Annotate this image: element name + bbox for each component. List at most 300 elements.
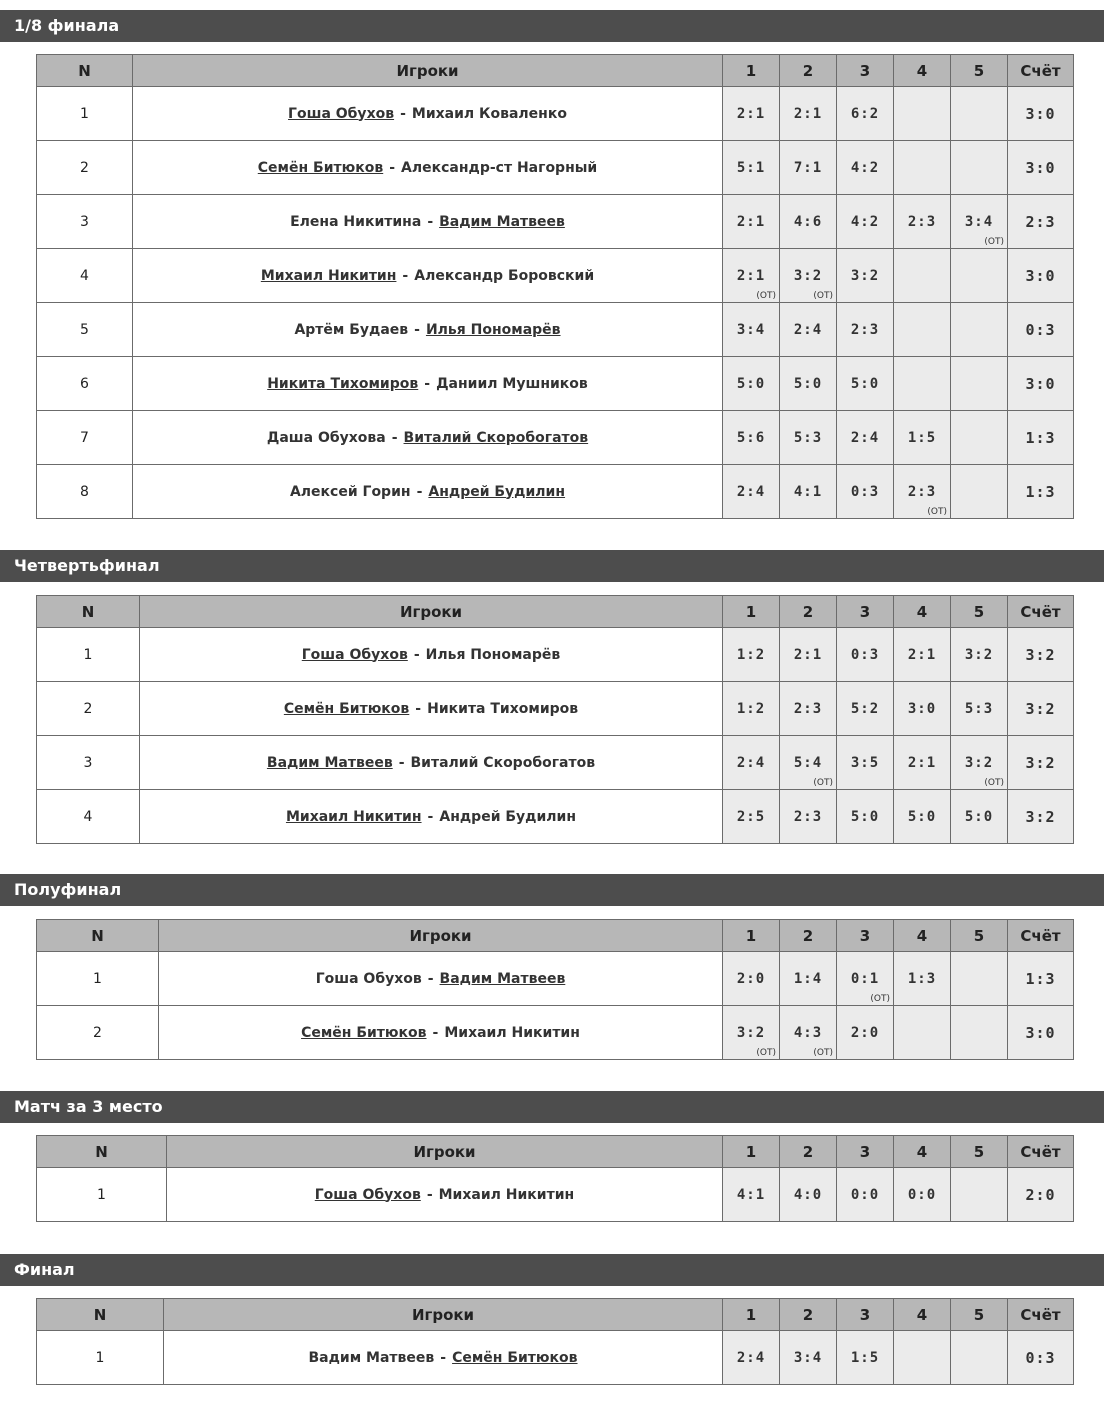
match-players [164,1331,723,1385]
match-players [133,411,723,465]
game-score-value: 4:2 [850,159,880,176]
match-number: 2 [37,141,133,195]
game-score-5 [951,682,1008,736]
match-total-score: 0:3 [1008,1331,1074,1385]
game-score-value: 2:3 [850,321,880,338]
column-header-game-4: 4 [894,920,951,952]
column-header-players: Игроки [140,596,723,628]
column-header-game-5: 5 [951,920,1008,952]
overtime-mark: (ОТ) [927,507,947,517]
game-score-3 [837,736,894,790]
game-score-value: 2:4 [736,754,766,771]
game-score-5 [951,628,1008,682]
section-title: Полуфинал [0,874,1104,906]
overtime-mark: (ОТ) [756,291,776,301]
player-2[interactable]: Вадим Матвеев [439,213,565,230]
players-separator: - [402,267,409,284]
game-score-3 [837,465,894,519]
column-header-game-5: 5 [951,55,1008,87]
match-number: 8 [37,465,133,519]
player-1[interactable]: Гоша Обухов [314,1186,421,1203]
match-row [37,303,1074,357]
match-row [37,249,1074,303]
column-header-game-1: 1 [723,55,780,87]
header-row [37,596,1074,628]
player-2: Александр-ст Нагорный [401,159,598,176]
game-score-value: 2:0 [850,1024,880,1041]
game-score-4 [894,1168,951,1222]
match-players [133,465,723,519]
players-separator: - [414,321,420,338]
game-score-2 [780,736,837,790]
game-score-5 [951,249,1008,303]
game-score-3 [837,141,894,195]
game-score-value: 5:3 [793,429,823,446]
match-row [37,357,1074,411]
match-players [133,195,723,249]
match-total-score: 3:2 [1008,682,1074,736]
section-title: Финал [0,1254,1104,1286]
match-players [140,790,723,844]
players-separator: - [427,213,434,230]
column-header-players: Игроки [159,920,723,952]
player-1: Елена Никитина [290,213,422,230]
game-score-value: 4:6 [793,213,823,230]
column-header-players: Игроки [164,1299,723,1331]
game-score-3 [837,952,894,1006]
match-number: 7 [37,411,133,465]
game-score-value: 2:1 [736,213,766,230]
column-header-n: N [37,55,133,87]
game-score-5 [951,736,1008,790]
game-score-value: 2:1 [793,105,823,122]
game-score-3 [837,249,894,303]
section-title: 1/8 финала [0,10,1104,42]
game-score-value: 3:4 [736,321,766,338]
game-score-1 [723,411,780,465]
game-score-3 [837,303,894,357]
game-score-4 [894,682,951,736]
game-score-1 [723,736,780,790]
match-total-score: 1:3 [1008,952,1074,1006]
match-players [133,303,723,357]
column-header-game-1: 1 [723,1299,780,1331]
game-score-value: 2:1 [907,754,937,771]
game-score-3 [837,1168,894,1222]
game-score-5 [951,411,1008,465]
game-score-2 [780,952,837,1006]
game-score-value: 7:1 [793,159,823,176]
header-row [37,1299,1074,1331]
game-score-value: 2:4 [850,429,880,446]
game-score-5 [951,1006,1008,1060]
column-header-game-3: 3 [837,1299,894,1331]
game-score-5 [951,357,1008,411]
game-score-2 [780,465,837,519]
match-players [140,628,723,682]
game-score-1 [723,628,780,682]
overtime-mark: (ОТ) [756,1048,776,1058]
player-1[interactable]: Михаил Никитин [285,808,422,825]
column-header-game-4: 4 [894,55,951,87]
game-score-value: 2:1 [793,646,823,663]
player-2: Даниил Мушников [436,375,588,392]
match-players [133,141,723,195]
match-row [37,628,1074,682]
game-score-1 [723,790,780,844]
player-1[interactable]: Никита Тихомиров [267,375,419,392]
game-score-value: 2:3 [907,483,937,500]
results-table [36,1298,1074,1385]
match-row [37,1006,1074,1060]
game-score-value: 5:4 [793,754,823,771]
match-number: 5 [37,303,133,357]
player-1[interactable]: Семён Битюков [301,1024,427,1041]
match-total-score: 3:0 [1008,357,1074,411]
game-score-value: 2:1 [736,267,766,284]
game-score-1 [723,682,780,736]
players-separator: - [400,105,406,122]
player-1[interactable]: Семён Битюков [283,700,410,717]
results-table [36,595,1074,844]
game-score-1 [723,141,780,195]
player-1: Гоша Обухов [315,970,422,987]
overtime-mark: (ОТ) [984,778,1004,788]
match-players [159,1006,723,1060]
match-number: 2 [37,1006,159,1060]
game-score-value: 6:2 [850,105,880,122]
game-score-5 [951,952,1008,1006]
game-score-4 [894,141,951,195]
player-2: Михаил Никитин [438,1186,575,1203]
game-score-value: 4:3 [793,1024,823,1041]
players-separator: - [389,159,396,176]
game-score-value: 5:0 [964,808,994,825]
section-title: Матч за 3 место [0,1091,1104,1123]
match-players [140,682,723,736]
player-2: Михаил Никитин [444,1024,580,1041]
header-row [37,920,1074,952]
game-score-value: 1:2 [736,646,766,663]
game-score-2 [780,411,837,465]
column-header-n: N [37,1299,164,1331]
game-score-4 [894,87,951,141]
game-score-1 [723,952,780,1006]
match-number: 4 [37,790,140,844]
column-header-game-1: 1 [723,1136,780,1168]
player-2[interactable]: Виталий Скоробогатов [403,429,589,446]
column-header-total: Счёт [1008,596,1074,628]
game-score-4 [894,736,951,790]
game-score-value: 2:5 [736,808,766,825]
column-header-game-2: 2 [780,1299,837,1331]
column-header-game-5: 5 [951,1299,1008,1331]
players-separator: - [424,375,431,392]
game-score-1 [723,1006,780,1060]
overtime-mark: (ОТ) [870,994,890,1004]
game-score-value: 5:0 [850,808,880,825]
game-score-4 [894,1006,951,1060]
game-score-1 [723,87,780,141]
match-players [167,1168,723,1222]
game-score-value: 3:4 [793,1349,823,1366]
match-number: 1 [37,952,159,1006]
game-score-value: 3:2 [964,754,994,771]
game-score-4 [894,303,951,357]
game-score-value: 2:0 [736,970,766,987]
game-score-5 [951,87,1008,141]
column-header-n: N [37,1136,167,1168]
column-header-players: Игроки [133,55,723,87]
game-score-value: 5:0 [736,375,766,392]
player-2: Михаил Коваленко [411,105,567,122]
column-header-game-5: 5 [951,1136,1008,1168]
overtime-mark: (ОТ) [813,1048,833,1058]
match-number: 1 [37,1168,167,1222]
game-score-value: 5:3 [964,700,994,717]
match-players [133,249,723,303]
game-score-3 [837,195,894,249]
match-players [159,952,723,1006]
game-score-value: 2:3 [793,700,823,717]
game-score-4 [894,790,951,844]
game-score-value: 3:5 [850,754,880,771]
game-score-value: 2:4 [736,483,766,500]
game-score-5 [951,303,1008,357]
game-score-4 [894,465,951,519]
game-score-3 [837,357,894,411]
players-separator: - [432,1024,439,1041]
player-2: Илья Пономарёв [425,646,561,663]
match-players [133,87,723,141]
column-header-game-2: 2 [780,920,837,952]
results-table [36,1135,1074,1222]
match-total-score: 0:3 [1008,303,1074,357]
game-score-value: 5:2 [850,700,880,717]
player-1[interactable]: Михаил Никитин [260,267,397,284]
match-number: 4 [37,249,133,303]
column-header-game-2: 2 [780,55,837,87]
match-row [37,736,1074,790]
game-score-3 [837,682,894,736]
results-table [36,919,1074,1060]
match-total-score: 3:0 [1008,141,1074,195]
game-score-2 [780,628,837,682]
game-score-value: 3:0 [907,700,937,717]
column-header-game-1: 1 [723,920,780,952]
game-score-5 [951,1331,1008,1385]
game-score-value: 3:2 [964,646,994,663]
column-header-game-4: 4 [894,1136,951,1168]
overtime-mark: (ОТ) [984,237,1004,247]
header-row [37,55,1074,87]
game-score-value: 0:0 [907,1186,937,1203]
game-score-3 [837,411,894,465]
game-score-4 [894,1331,951,1385]
game-score-value: 0:3 [850,646,880,663]
game-score-value: 5:6 [736,429,766,446]
match-total-score: 1:3 [1008,411,1074,465]
game-score-2 [780,303,837,357]
match-row [37,682,1074,736]
player-2: Александр Боровский [414,267,595,284]
game-score-2 [780,141,837,195]
header-row [37,1136,1074,1168]
match-total-score: 3:2 [1008,628,1074,682]
game-score-1 [723,357,780,411]
match-total-score: 2:3 [1008,195,1074,249]
game-score-3 [837,790,894,844]
game-score-value: 4:0 [793,1186,823,1203]
match-total-score: 3:2 [1008,790,1074,844]
game-score-value: 5:0 [850,375,880,392]
player-2: Никита Тихомиров [427,700,579,717]
game-score-value: 4:2 [850,213,880,230]
game-score-4 [894,628,951,682]
column-header-game-5: 5 [951,596,1008,628]
game-score-5 [951,1168,1008,1222]
player-2[interactable]: Семён Битюков [452,1349,578,1366]
game-score-value: 3:2 [850,267,880,284]
match-total-score: 3:0 [1008,1006,1074,1060]
match-row [37,87,1074,141]
game-score-1 [723,303,780,357]
results-table [36,54,1074,519]
game-score-1 [723,1168,780,1222]
player-1: Даша Обухова [266,429,386,446]
players-separator: - [413,646,420,663]
match-number: 1 [37,628,140,682]
game-score-value: 2:1 [907,646,937,663]
match-row [37,411,1074,465]
game-score-3 [837,628,894,682]
game-score-4 [894,357,951,411]
game-score-2 [780,1168,837,1222]
player-1[interactable]: Гоша Обухов [301,646,408,663]
match-total-score: 3:0 [1008,249,1074,303]
game-score-value: 4:1 [736,1186,766,1203]
game-score-3 [837,1331,894,1385]
player-2[interactable]: Вадим Матвеев [439,970,566,987]
match-row [37,141,1074,195]
game-score-value: 2:4 [793,321,823,338]
players-separator: - [416,483,423,500]
player-2[interactable]: Андрей Будилин [428,483,566,500]
game-score-value: 2:3 [793,808,823,825]
player-2: Виталий Скоробогатов [410,754,596,771]
player-1: Артём Будаев [294,321,409,338]
game-score-value: 5:0 [907,808,937,825]
match-row [37,195,1074,249]
game-score-value: 2:3 [907,213,937,230]
game-score-2 [780,790,837,844]
match-total-score: 1:3 [1008,465,1074,519]
column-header-game-2: 2 [780,1136,837,1168]
match-total-score: 3:2 [1008,736,1074,790]
match-row [37,1331,1074,1385]
column-header-game-1: 1 [723,596,780,628]
game-score-value: 1:5 [907,429,937,446]
match-number: 2 [37,682,140,736]
overtime-mark: (ОТ) [813,778,833,788]
game-score-4 [894,411,951,465]
game-score-5 [951,790,1008,844]
match-number: 1 [37,1331,164,1385]
players-separator: - [398,754,405,771]
player-2[interactable]: Илья Пономарёв [425,321,561,338]
column-header-total: Счёт [1008,920,1074,952]
game-score-1 [723,1331,780,1385]
game-score-2 [780,1006,837,1060]
player-1: Алексей Горин [289,483,411,500]
game-score-2 [780,682,837,736]
game-score-1 [723,195,780,249]
game-score-2 [780,357,837,411]
game-score-value: 0:3 [850,483,880,500]
game-score-value: 5:0 [793,375,823,392]
column-header-total: Счёт [1008,1136,1074,1168]
game-score-5 [951,195,1008,249]
game-score-4 [894,952,951,1006]
game-score-value: 4:1 [793,483,823,500]
players-separator: - [415,700,422,717]
column-header-game-4: 4 [894,1299,951,1331]
player-1[interactable]: Гоша Обухов [288,105,395,122]
overtime-mark: (ОТ) [813,291,833,301]
match-players [133,357,723,411]
game-score-5 [951,465,1008,519]
match-row [37,952,1074,1006]
column-header-game-4: 4 [894,596,951,628]
game-score-value: 3:2 [793,267,823,284]
game-score-1 [723,249,780,303]
player-2: Андрей Будилин [439,808,577,825]
game-score-2 [780,87,837,141]
game-score-1 [723,465,780,519]
column-header-game-3: 3 [837,55,894,87]
game-score-3 [837,1006,894,1060]
players-separator: - [427,970,434,987]
column-header-game-3: 3 [837,920,894,952]
players-separator: - [391,429,398,446]
column-header-n: N [37,920,159,952]
match-number: 3 [37,195,133,249]
game-score-value: 1:2 [736,700,766,717]
player-1: Вадим Матвеев [308,1349,435,1366]
match-row [37,1168,1074,1222]
match-number: 1 [37,87,133,141]
game-score-2 [780,249,837,303]
column-header-game-3: 3 [837,1136,894,1168]
column-header-game-3: 3 [837,596,894,628]
game-score-value: 0:1 [850,970,880,987]
player-1[interactable]: Вадим Матвеев [266,754,393,771]
game-score-value: 2:4 [736,1349,766,1366]
match-total-score: 3:0 [1008,87,1074,141]
section-title: Четвертьфинал [0,550,1104,582]
column-header-total: Счёт [1008,1299,1074,1331]
game-score-value: 0:0 [850,1186,880,1203]
player-1[interactable]: Семён Битюков [257,159,384,176]
game-score-value: 3:4 [964,213,994,230]
match-row [37,790,1074,844]
game-score-4 [894,249,951,303]
players-separator: - [427,808,434,825]
column-header-total: Счёт [1008,55,1074,87]
game-score-2 [780,1331,837,1385]
game-score-5 [951,141,1008,195]
game-score-value: 1:5 [850,1349,880,1366]
